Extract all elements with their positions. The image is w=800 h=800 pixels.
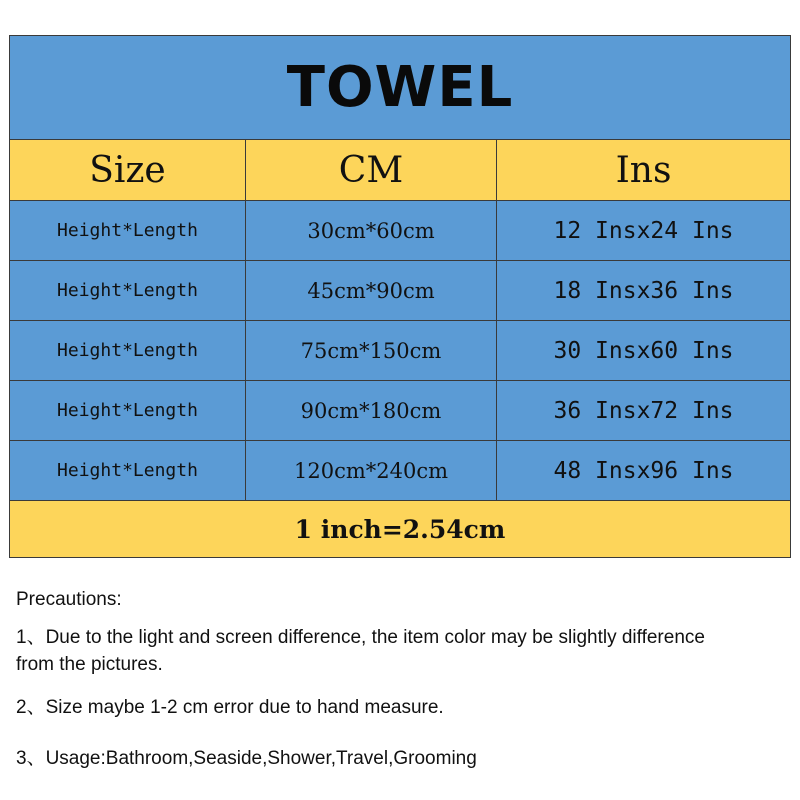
- precaution-text-line: from the pictures.: [16, 654, 163, 675]
- row-cm-value: 30cm*60cm: [246, 201, 497, 261]
- row-label: Height*Length: [10, 261, 246, 321]
- header-ins: Ins: [497, 140, 791, 201]
- header-row: [10, 140, 791, 201]
- row-label: Height*Length: [10, 201, 246, 261]
- row-ins-value: 36 Insx72 Ins: [497, 381, 791, 441]
- row-cm-value: 120cm*240cm: [246, 441, 497, 501]
- table-row: [10, 261, 791, 321]
- precaution-item: [16, 624, 786, 678]
- conversion-note: 1 inch=2.54cm: [10, 501, 791, 558]
- row-label: Height*Length: [10, 321, 246, 381]
- precautions-heading: Precautions:: [16, 589, 122, 610]
- precaution-text-line: 1、Due to the light and screen difference, the item color may be slightly difference: [16, 627, 705, 648]
- table-row: [10, 321, 791, 381]
- precaution-text-line: 3、Usage:Bathroom,Seaside,Shower,Travel,Grooming: [16, 748, 477, 769]
- footer-row: [10, 501, 791, 558]
- precaution-item: [16, 745, 786, 772]
- row-label: Height*Length: [10, 381, 246, 441]
- size-chart-table: [9, 35, 791, 558]
- table-row: [10, 201, 791, 261]
- table-row: [10, 381, 791, 441]
- precautions-section: [16, 588, 786, 772]
- row-ins-value: 18 Insx36 Ins: [497, 261, 791, 321]
- row-ins-value: 12 Insx24 Ins: [497, 201, 791, 261]
- row-ins-value: 48 Insx96 Ins: [497, 441, 791, 501]
- header-size: Size: [10, 140, 246, 201]
- table-title: TOWEL: [10, 36, 791, 140]
- row-cm-value: 90cm*180cm: [246, 381, 497, 441]
- row-cm-value: 75cm*150cm: [246, 321, 497, 381]
- row-label: Height*Length: [10, 441, 246, 501]
- header-cm: CM: [246, 140, 497, 201]
- table-row: [10, 441, 791, 501]
- precaution-text-line: 2、Size maybe 1-2 cm error due to hand measure.: [16, 697, 444, 718]
- precaution-item: [16, 694, 786, 721]
- title-row: [10, 36, 791, 140]
- row-ins-value: 30 Insx60 Ins: [497, 321, 791, 381]
- row-cm-value: 45cm*90cm: [246, 261, 497, 321]
